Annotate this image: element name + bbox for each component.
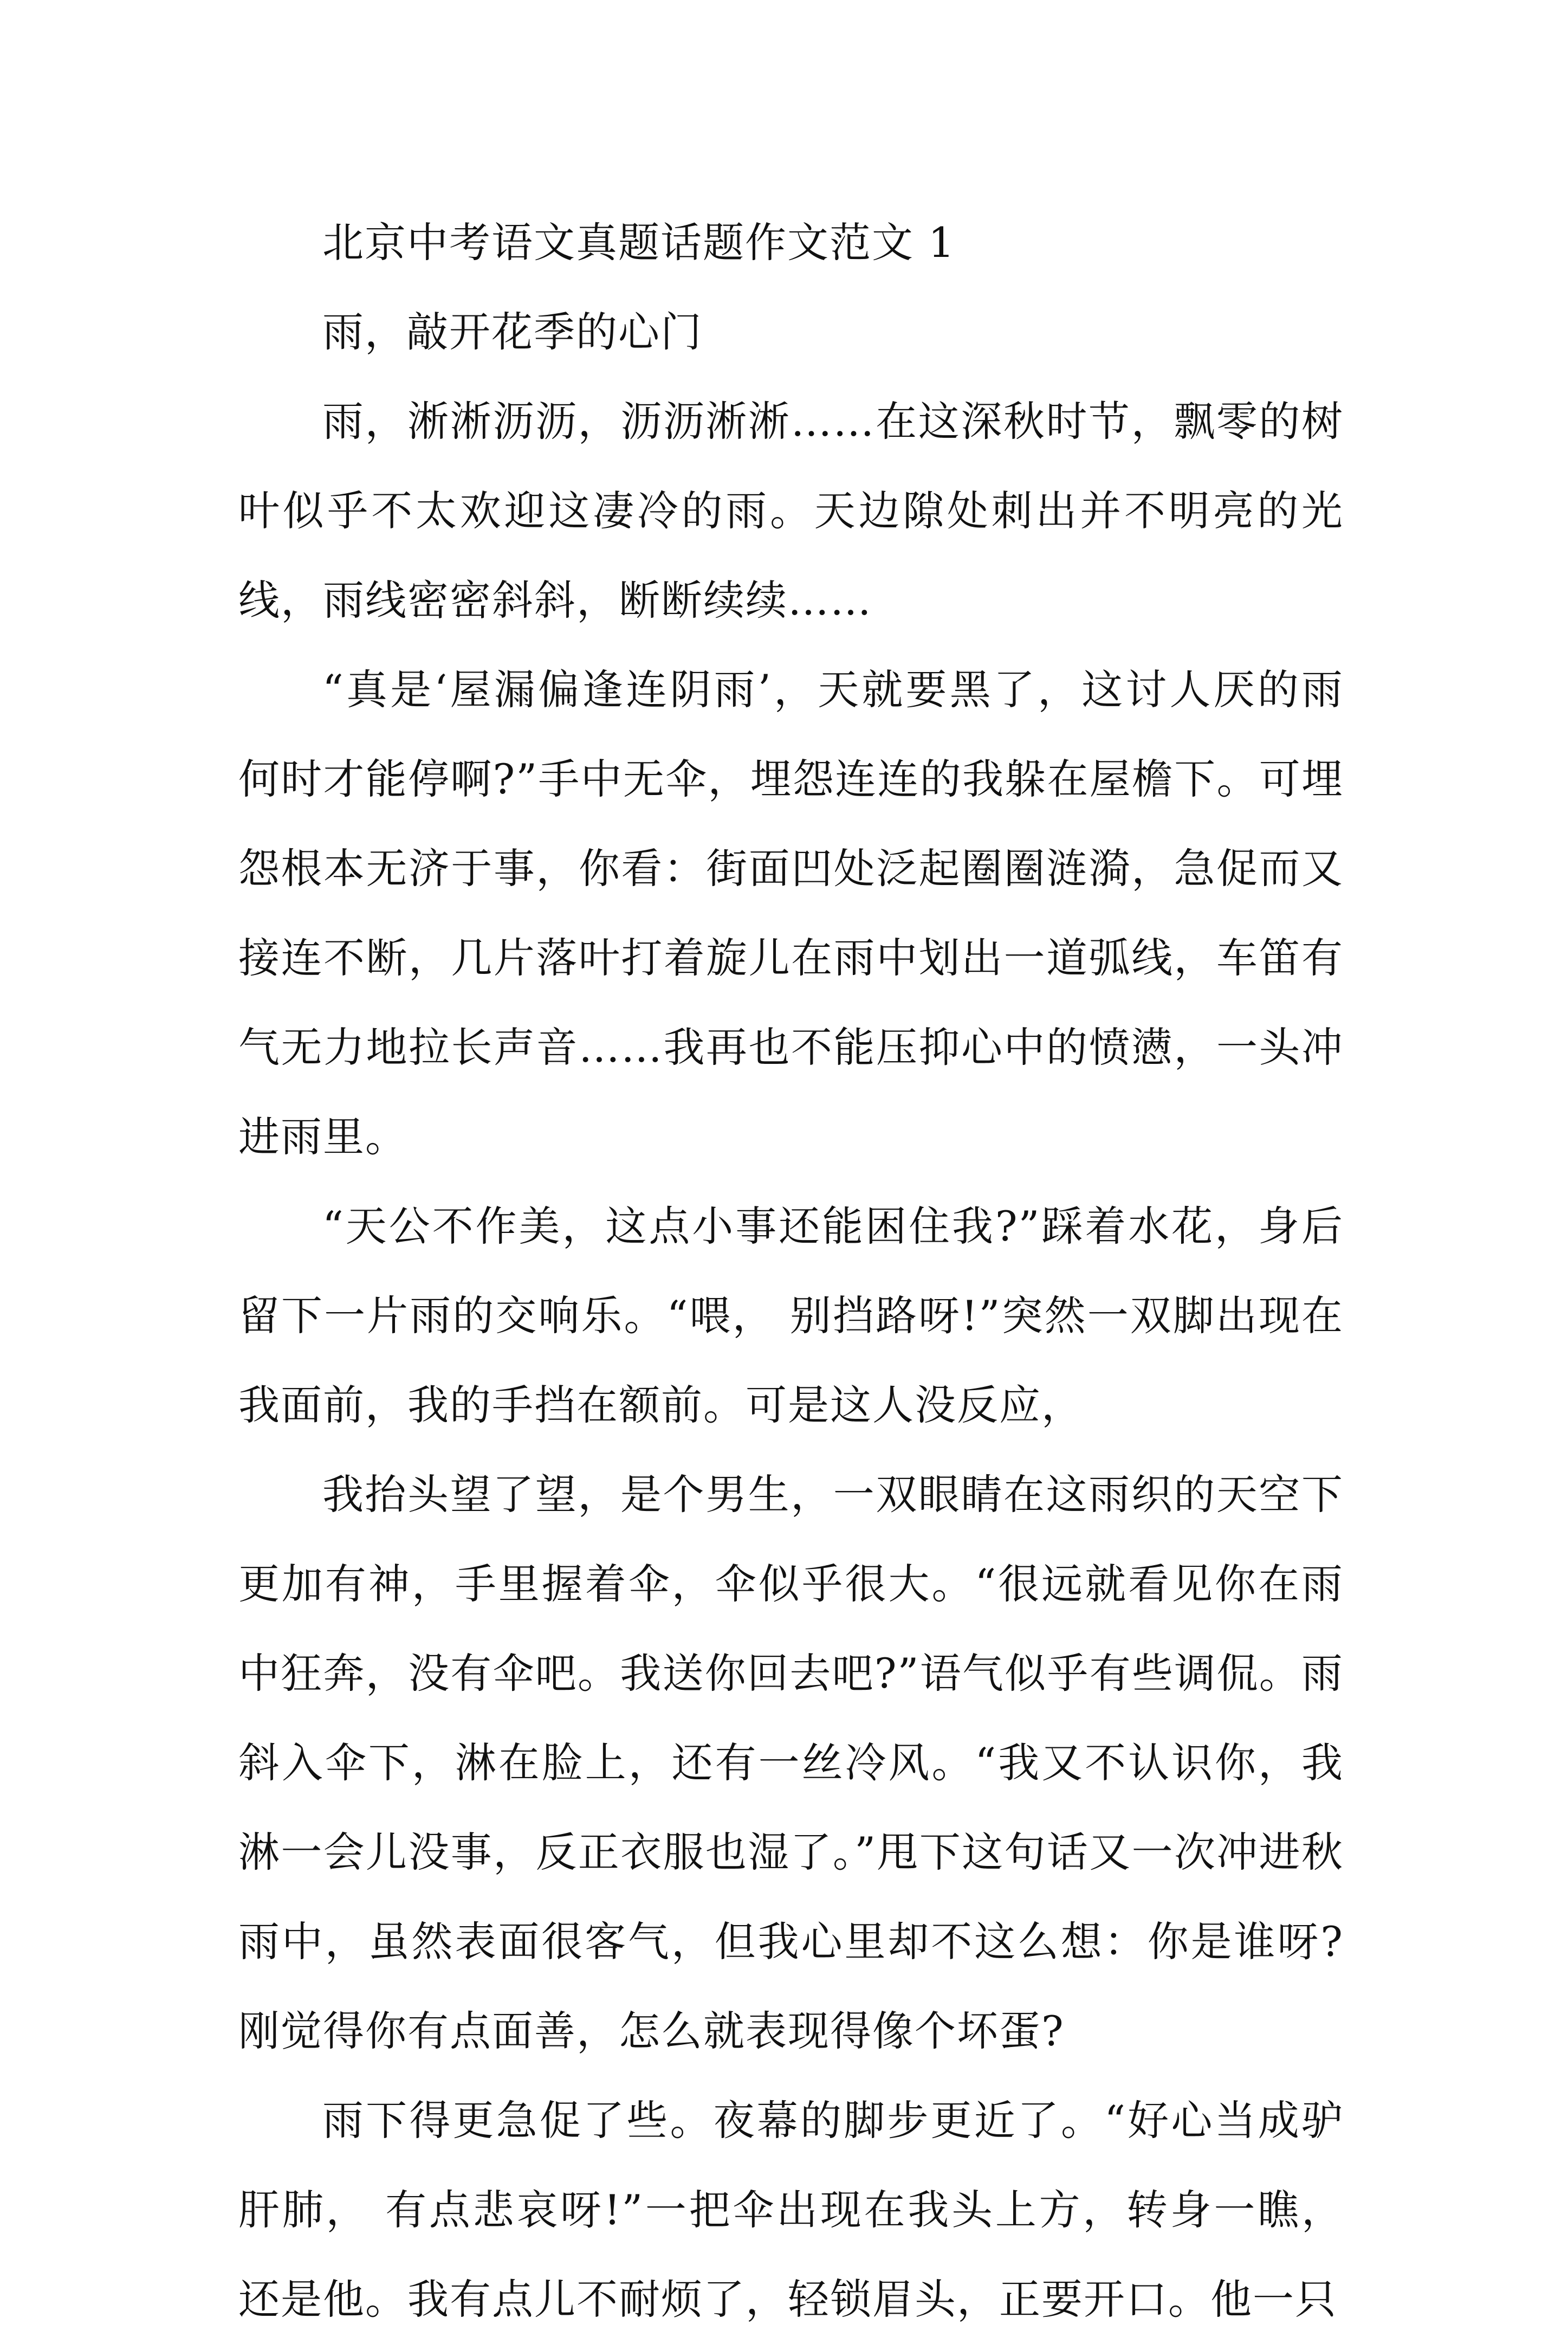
paragraph: 我抬头望了望，是个男生，一双眼睛在这雨织的天空下更加有神，手里握着伞，伞似乎很大。“很远就看见你在雨中狂奔，没有伞吧。我送你回去吧?”语气似乎有些调侃。雨斜入伞下，淋在脸上，还有一丝冷风。“我又不认识你，我淋一会儿没事，反正衣服也湿了。”甩下这句话又一次冲进秋雨中，虽然表面很客气，但我心里却不这么想：你是谁呀?刚觉得你有点面善，怎么就表现得像个坏蛋? bbox=[238, 1470, 1344, 2055]
document-body bbox=[238, 198, 1344, 2344]
paragraph: “天公不作美，这点小事还能困住我?”踩着水花，身后留下一片雨的交响乐。“喂， 别挡路呀!”突然一双脚出现在我面前，我的手挡在额前。可是这人没反应， bbox=[238, 1202, 1344, 1429]
essay-title: 雨，敲开花季的心门 bbox=[322, 308, 703, 356]
document-title: 北京中考语文真题话题作文范文 1 bbox=[322, 218, 956, 267]
paragraph: 雨下得更急促了些。夜幕的脚步更近了。“好心当成驴肝肺， 有点悲哀呀!”一把伞出现在我头上方，转身一瞧，还是他。我有点儿不耐烦了，轻锁眉头，正要开口。他一只 bbox=[238, 2096, 1344, 2323]
paragraph: “真是‘屋漏偏逢连阴雨’，天就要黑了，这讨人厌的雨何时才能停啊?”手中无伞，埋怨连连的我躲在屋檐下。可埋怨根本无济于事，你看：街面凹处泛起圈圈涟漪，急促而又接连不断，几片落叶打着旋儿在雨中划出一道弧线，车笛有气无力地拉长声音……我再也不能压抑心中的愤懑，一头冲进雨里。 bbox=[238, 666, 1344, 1161]
paragraph: 雨，淅淅沥沥，沥沥淅淅……在这深秋时节，飘零的树叶似乎不太欢迎这凄冷的雨。天边隙处刺出并不明亮的光线，雨线密密斜斜，断断续续…… bbox=[238, 397, 1344, 624]
